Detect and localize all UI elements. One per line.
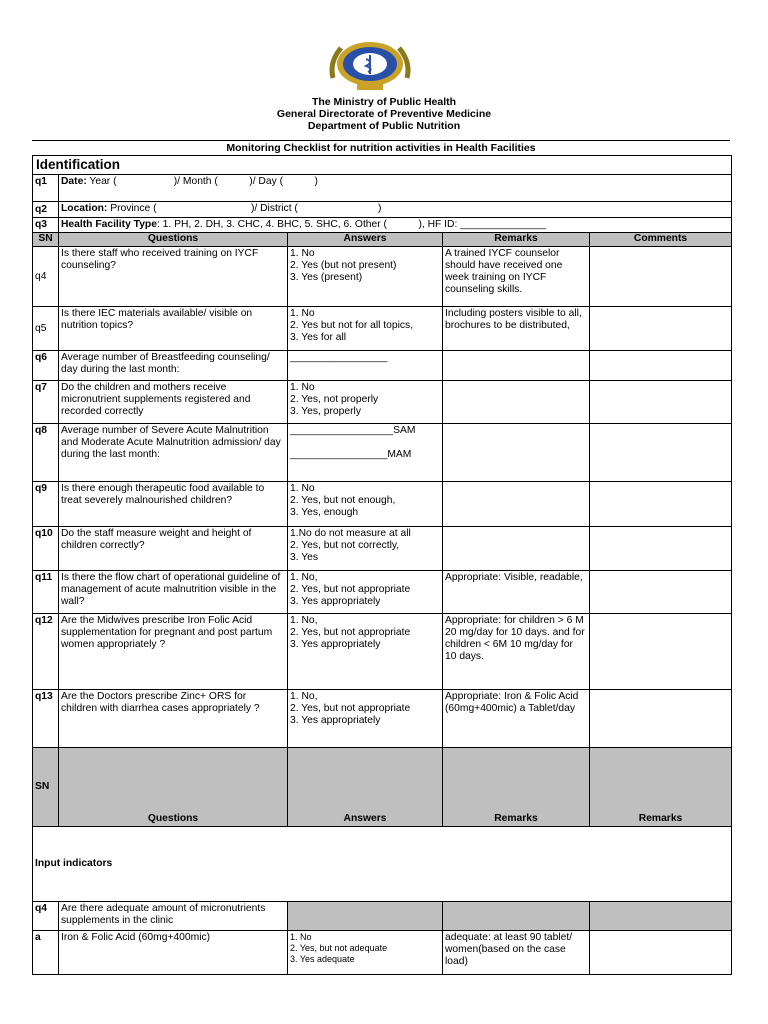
- row-question: Average number of Breastfeeding counseling/ day during the last month:: [59, 351, 288, 381]
- row-sn: q2: [33, 202, 59, 218]
- row-remarks: Appropriate: Iron & Folic Acid (60mg+400mic) a Tablet/day: [443, 690, 590, 748]
- row-sn: a: [33, 931, 59, 975]
- row-sn: q10: [33, 527, 59, 571]
- identification-row: [33, 156, 732, 175]
- row-comments[interactable]: [590, 527, 732, 571]
- divider-line: [32, 140, 730, 141]
- row-comments[interactable]: [590, 351, 732, 381]
- row-question: Is there the flow chart of operational guideline of management of acute malnutrition visible in the wall?: [59, 571, 288, 614]
- date-field: Date: Year ( )/ Month ( )/ Day ( ): [59, 175, 732, 202]
- ministry-name: The Ministry of Public Health: [311, 96, 457, 108]
- row-question: Is there enough therapeutic food available to treat severely malnourished children?: [59, 482, 288, 527]
- col-sn: SN: [33, 233, 59, 247]
- row-remarks: adequate: at least 90 tablet/ women(based on the case load): [443, 931, 590, 975]
- q1-row: [33, 175, 732, 202]
- row-sn: q7: [33, 381, 59, 424]
- table-row: [33, 571, 732, 614]
- row-answers: 1. No, 2. Yes, but not appropriate 3. Yes appropriately: [288, 690, 443, 748]
- row-sn: q6: [33, 351, 59, 381]
- row-remarks-blank: [443, 902, 590, 931]
- row-question: Average number of Severe Acute Malnutrition and Moderate Acute Malnutrition admission/ day during the last month:: [59, 424, 288, 482]
- row-comments[interactable]: [590, 247, 732, 307]
- row-comments[interactable]: [590, 614, 732, 690]
- table-row: [33, 690, 732, 748]
- checklist-title: Monitoring Checklist for nutrition activities in Health Facilities: [226, 142, 536, 154]
- row-sn: q8: [33, 424, 59, 482]
- col-comments: Comments: [590, 233, 732, 247]
- row-answers: 1. No 2. Yes but not for all topics, 3. Yes for all: [288, 307, 443, 351]
- row-answers: 1. No 2. Yes (but not present) 3. Yes (present): [288, 247, 443, 307]
- row-comments[interactable]: [590, 482, 732, 527]
- table-row: [33, 614, 732, 690]
- row-comments-blank: [590, 902, 732, 931]
- section2-remarks: Remarks: [443, 748, 590, 827]
- row-answers: 1. No, 2. Yes, but not appropriate 3. Yes appropriately: [288, 614, 443, 690]
- row-sn: q3: [33, 218, 59, 233]
- row-answers: 1.No do not measure at all 2. Yes, but not correctly, 3. Yes: [288, 527, 443, 571]
- row-answers: 1. No 2. Yes, not properly 3. Yes, properly: [288, 381, 443, 424]
- col-remarks: Remarks: [443, 233, 590, 247]
- row-question: Do the children and mothers receive micronutrient supplements registered and recorded correctly: [59, 381, 288, 424]
- row-sn: q13: [33, 690, 59, 748]
- row-question: Are there adequate amount of micronutrients supplements in the clinic: [59, 902, 288, 931]
- row-sn: q4: [33, 247, 59, 307]
- table-row: [33, 482, 732, 527]
- row-comments[interactable]: [590, 307, 732, 351]
- section2-answers: Answers: [288, 748, 443, 827]
- row-comments[interactable]: [590, 571, 732, 614]
- q2-row: [33, 202, 732, 218]
- row-question: Iron & Folic Acid (60mg+400mic): [59, 931, 288, 975]
- row-remarks: Appropriate: for children > 6 M 20 mg/day for 10 days. and for children < 6M 10 mg/day for 10 days.: [443, 614, 590, 690]
- row-remarks: [443, 351, 590, 381]
- table-row: [33, 247, 732, 307]
- row-sn: q4: [33, 902, 59, 931]
- table-row: [33, 307, 732, 351]
- q3-row: [33, 218, 732, 233]
- row-sn: q11: [33, 571, 59, 614]
- row-remarks: [443, 482, 590, 527]
- section2-sn: SN: [33, 748, 59, 827]
- table-row: [33, 351, 732, 381]
- row-comments[interactable]: [590, 424, 732, 482]
- section2-header-row: [33, 748, 732, 827]
- table-row: [33, 902, 732, 931]
- row-answers-blank: [288, 902, 443, 931]
- row-remarks: Appropriate: Visible, readable,: [443, 571, 590, 614]
- row-sn: q12: [33, 614, 59, 690]
- facility-type-field: Health Facility Type: 1. PH, 2. DH, 3. CHC, 4. BHC, 5. SHC, 6. Other ( ), HF ID: _______________: [59, 218, 732, 233]
- column-header-row: [33, 233, 732, 247]
- row-remarks: [443, 527, 590, 571]
- row-comments[interactable]: [590, 381, 732, 424]
- input-indicators-row: [33, 827, 732, 902]
- row-sn: q5: [33, 307, 59, 351]
- input-indicators-heading: Input indicators: [33, 827, 732, 902]
- table-row: [33, 527, 732, 571]
- directorate-name: General Directorate of Preventive Medicine: [276, 108, 492, 120]
- row-answers: 1. No, 2. Yes, but not appropriate 3. Yes appropriately: [288, 571, 443, 614]
- row-question: Are the Midwives prescribe Iron Folic Acid supplementation for pregnant and post partum women appropriately ?: [59, 614, 288, 690]
- row-question: Is there staff who received training on IYCF counseling?: [59, 247, 288, 307]
- row-question: Do the staff measure weight and height of children correctly?: [59, 527, 288, 571]
- row-remarks: [443, 381, 590, 424]
- row-sn: q9: [33, 482, 59, 527]
- row-answers: 1. No 2. Yes, but not enough, 3. Yes, enough: [288, 482, 443, 527]
- row-comments[interactable]: [590, 690, 732, 748]
- identification-heading: Identification: [33, 156, 732, 175]
- row-sn: q1: [33, 175, 59, 202]
- row-comments[interactable]: [590, 931, 732, 975]
- row-answers: _________________: [288, 351, 443, 381]
- row-answers: __________________SAM _________________MAM: [288, 424, 443, 482]
- row-question: Are the Doctors prescribe Zinc+ ORS for children with diarrhea cases appropriately ?: [59, 690, 288, 748]
- row-remarks: A trained IYCF counselor should have received one week training on IYCF counseling skills.: [443, 247, 590, 307]
- checklist-table: [32, 155, 732, 975]
- row-answers: 1. No 2. Yes, but not adequate 3. Yes adequate: [288, 931, 443, 975]
- section2-questions: Questions: [59, 748, 288, 827]
- location-field: Location: Province ( )/ District ( ): [59, 202, 732, 218]
- col-questions: Questions: [59, 233, 288, 247]
- col-answers: Answers: [288, 233, 443, 247]
- table-row: [33, 381, 732, 424]
- department-name: Department of Public Nutrition: [307, 120, 461, 132]
- table-row: [33, 424, 732, 482]
- row-remarks: [443, 424, 590, 482]
- row-question: Is there IEC materials available/ visible on nutrition topics?: [59, 307, 288, 351]
- row-remarks: Including posters visible to all, brochures to be distributed,: [443, 307, 590, 351]
- section2-remarks-2: Remarks: [590, 748, 732, 827]
- table-row: [33, 931, 732, 975]
- ministry-emblem-logo: [327, 38, 413, 92]
